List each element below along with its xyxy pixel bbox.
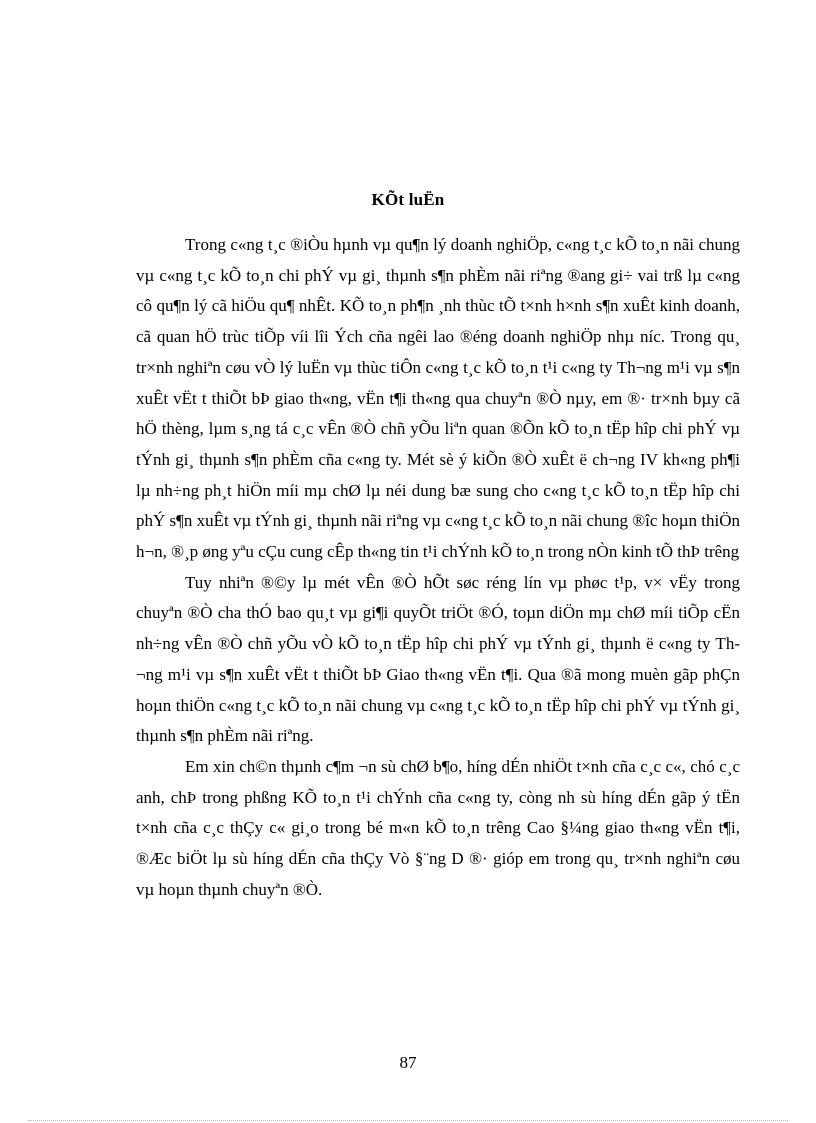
page-number: 87 bbox=[399, 1053, 417, 1072]
body-text bbox=[136, 230, 740, 905]
paragraph-2: Tuy nhiªn ®©y lµ mét vÊn ®Ò hÕt søc réng lín vµ phøc t¹p, v× vËy trong chuyªn ®Ò cha thÓ bao qu¸t vµ gi¶i quyÕt triÖt ®Ó, toµn diÖn mµ chØ míi tiÕp cËn nh÷ng vÊn ®Ò chñ yÕu vÒ kÕ to¸n tËp hîp chi phÝ vµ tÝnh gi¸ thµnh ë c«ng ty Th¬ng m¹i vµ s¶n xuÊt vËt t thiÕt bÞ Giao th«ng vËn t¶i. Qua ®ã mong muèn gãp phÇn hoµn thiÖn c«ng t¸c kÕ to¸n nãi chung vµ c«ng t¸c kÕ to¸n tËp hîp chi phÝ vµ tÝnh gi¸ thµnh s¶n phÈm nãi riªng. bbox=[136, 572, 740, 746]
paragraph-1: Trong c«ng t¸c ®iÒu hµnh vµ qu¶n lý doanh nghiÖp, c«ng t¸c kÕ to¸n nãi chung vµ c«ng t¸c kÕ to¸n chi phÝ vµ gi¸ thµnh s¶n phÈm nãi riªng ®ang gi÷ vai trß lµ c«ng cô qu¶n lý cã hiÖu qu¶ nhÊt. KÕ to¸n ph¶n ¸nh thùc tÕ t×nh h×nh s¶n xuÊt kinh doanh, cã quan hÖ trùc tiÕp víi lîi Ých cña ngêi lao ®éng doanh nghiÖp nhµ níc. Trong qu¸ tr×nh nghiªn cøu vÒ lý luËn vµ thùc tiÔn c«ng t¸c kÕ to¸n t¹i c«ng ty Th¬ng m¹i vµ s¶n xuÊt vËt t thiÕt bÞ giao th«ng, vËn t¶i th«ng qua chuyªn ®Ò nµy, em ®· tr×nh bµy cã hÖ thèng, lµm s¸ng tá c¸c vÊn ®Ò chñ yÕu liªn quan ®Õn kÕ to¸n tËp hîp chi phÝ vµ tÝnh gi¸ thµnh s¶n phÈm cña c«ng ty. Mét sè ý kiÕn ®Ò xuÊt ë ch¬ng IV kh«ng ph¶i lµ nh÷ng ph¸t hiÖn míi mµ chØ lµ néi dung bæ sung cho c«ng t¸c kÕ to¸n tËp hîp chi phÝ s¶n xuÊt vµ tÝnh gi¸ thµnh nãi riªng vµ c«ng t¸c kÕ to¸n nãi chung ®îc hoµn thiÖn h¬n, ®¸p øng yªu cÇu cung cÊp th«ng tin t¹i chÝnh kÕ to¸n trong nÒn kinh tÕ thÞ trêng bbox=[136, 235, 740, 562]
section-title: KÕt luËn bbox=[371, 190, 445, 209]
paragraph-3: Em xin ch©n thµnh c¶m ¬n sù chØ b¶o, híng dÉn nhiÖt t×nh cña c¸c c«, chó c¸c anh, chÞ trong phßng KÕ to¸n t¹i chÝnh cña c«ng ty, còng nh sù híng dÉn gãp ý tËn t×nh cña c¸c thÇy c« gi¸o trong bé m«n kÕ to¸n trêng Cao §¼ng giao th«ng vËn t¶i, ®Æc biÖt lµ sù híng dÉn cña thÇy Vò §¨ng D ®· gióp em trong qu¸ tr×nh nghiªn cøu vµ hoµn thµnh chuyªn ®Ò. bbox=[136, 756, 740, 899]
footer-divider bbox=[28, 1120, 788, 1121]
